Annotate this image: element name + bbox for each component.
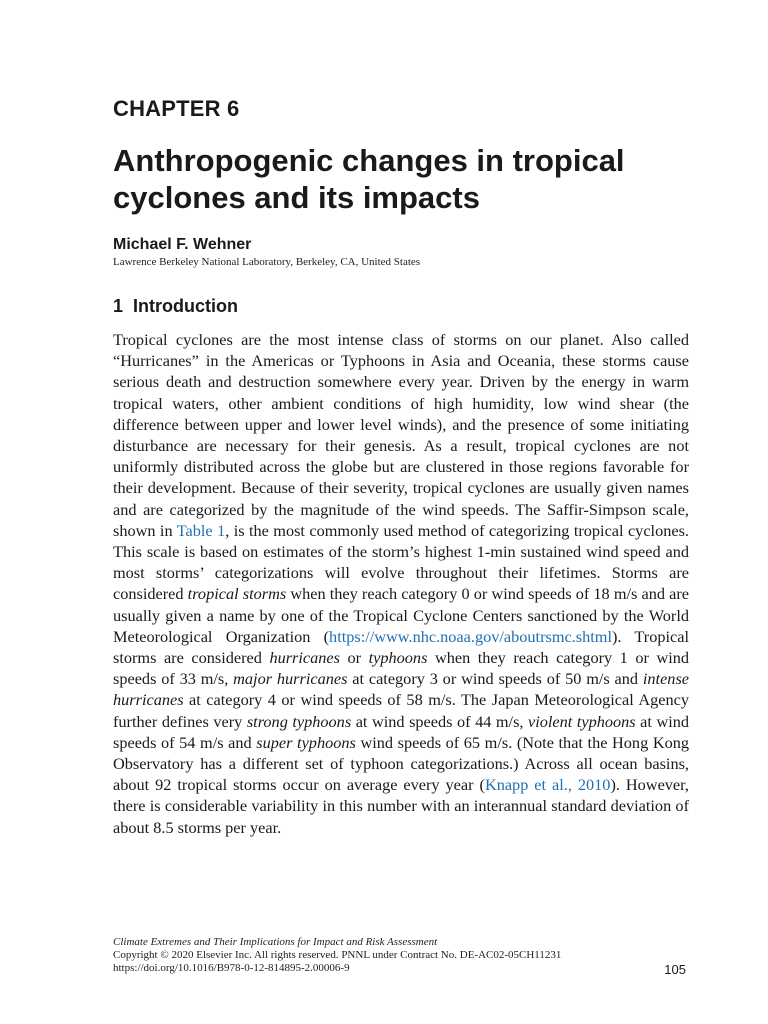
section-heading [113,296,238,317]
chapter-label: CHAPTER 6 [113,96,240,121]
paragraph-text: at wind speeds of 54 m/s and [113,711,690,752]
table-1-link[interactable]: Table 1 [176,520,226,540]
paragraph-text: when they reach category 0 or wind speeds of 18 m/s and are usually given a name by one of the Tropical Cyclone Centers sanctioned by the World Meteorological Organization ( [113,584,690,646]
paragraph-text: at category 3 or wind speeds of 50 m/s and [347,669,643,689]
paragraph-text: or [339,648,369,668]
footer-book-title: Climate Extremes and Their Implications for Impact and Risk Assessment [113,936,438,948]
paragraph-text: at wind speeds of 44 m/s, [351,711,529,731]
paragraph-text: , is the most commonly used method of categorizing tropical cyclones. This scale is based on estimates of the storm’s highest 1-min sustained wind speed and most storms’ categorizations will evolve throughout their lifetimes. Storms are considered [113,520,689,604]
term-super-typhoons: super typhoons [256,732,356,752]
paragraph-text: ). Tropical storms are considered [113,626,689,668]
paragraph-text: wind speeds of 65 m/s. (Note that the Hong Kong Observatory has a different set of typhoon categorizations.) Across all ocean basins, about 92 tropical storms occur on average every year ( [113,732,689,795]
page-footer [113,936,689,975]
paragraph-text: at category 4 or wind speeds of 58 m/s. The Japan Meteorological Agency further defines very [113,690,689,731]
intro-paragraph [113,329,689,838]
term-major-hurricanes: major hurricanes [233,669,348,689]
paragraph-text: Tropical cyclones are the most intense class of storms on our planet. Also called “Hurricanes” in the Americas or Typhoons in Asia and Oceania, these storms cause serious death and destruction somewhere every year. Driven by the energy in warm tropical waters, other ambient conditions of high humidity, low wind shear (the difference between upper and lower level winds), and the presence of some initiating disturbance are necessary for their genesis. As a result, tropical cyclones are not uniformly distributed across the globe but are clustered in those regions favorable for their development. Because of their severity, tropical cyclones are usually given names and are categorized by the magnitude of the wind speeds. The Saffir-Simpson scale, shown in [113,330,689,540]
author-affiliation: Lawrence Berkeley National Laboratory, Berkeley, CA, United States [113,256,421,268]
footer-copyright: Copyright © 2020 Elsevier Inc. All rights reserved. PNNL under Contract No. DE-AC02-05CH11231 [113,949,562,961]
page-number: 105 [664,962,686,977]
nhc-url-link[interactable]: https://www.nhc.noaa.gov/aboutrsmc.shtml [329,626,612,646]
term-violent-typhoons: violent typhoons [528,711,636,731]
chapter-title: Anthropogenic changes in tropical cyclones and its impacts [113,143,625,215]
term-strong-typhoons: strong typhoons [246,711,352,731]
citation-link[interactable]: Knapp et al., 2010 [484,775,611,795]
term-hurricanes: hurricanes [269,648,340,668]
author-name: Michael F. Wehner [113,236,252,253]
paragraph-text: when they reach category 1 or wind speeds of 33 m/s, [113,648,690,689]
term-typhoons: typhoons [368,648,428,668]
section-title: Introduction [133,296,238,316]
footer-doi: https://doi.org/10.1016/B978-0-12-814895-2.00006-9 [113,962,350,974]
paragraph-text: ). However, there is considerable variability in this number with an interannual standard deviation of about 8.5 storms per year. [113,775,690,837]
term-tropical-storms: tropical storms [187,584,287,604]
term-intense-hurricanes: intense hurricanes [113,669,690,710]
section-number: 1 [113,296,124,316]
